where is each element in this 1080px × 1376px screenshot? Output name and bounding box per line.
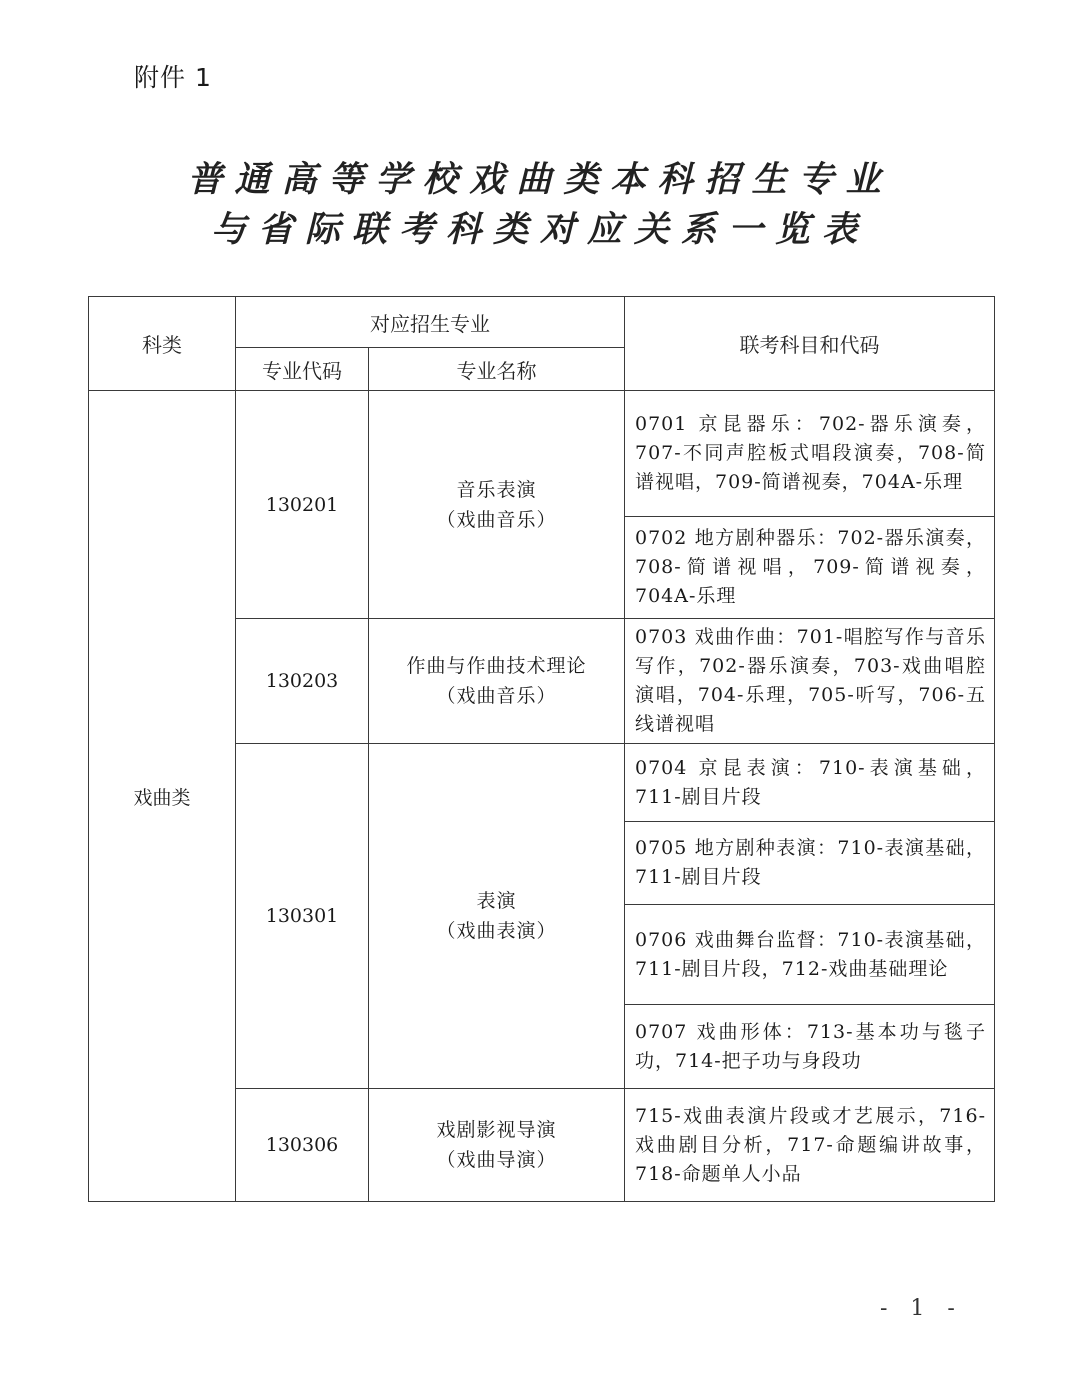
major-code-cell: 130301 <box>236 744 369 1089</box>
major-direction: （戏曲音乐） <box>436 685 557 707</box>
major-direction: （戏曲表演） <box>436 920 557 942</box>
table-row <box>89 391 995 517</box>
document-title-line-2: 与省际联考科类对应关系一览表 <box>210 209 869 250</box>
major-name-cell <box>369 619 625 744</box>
exam-cell: 0705 地方剧种表演：710-表演基础，711-剧目片段 <box>625 822 995 905</box>
major-name-cell <box>369 391 625 619</box>
attachment-label: 附件 1 <box>134 63 212 92</box>
category-cell: 戏曲类 <box>89 391 236 1202</box>
major-code-cell: 130306 <box>236 1089 369 1202</box>
major-name: 表演 <box>476 890 517 912</box>
exam-cell: 0704 京昆表演：710-表演基础，711-剧目片段 <box>625 744 995 822</box>
header-category: 科类 <box>89 297 236 391</box>
document-title-line-1: 普通高等学校戏曲类本科招生专业 <box>187 159 893 200</box>
major-direction: （戏曲导演） <box>436 1149 557 1171</box>
exam-cell: 0701 京昆器乐：702-器乐演奏，707-不同声腔板式唱段演奏，708-简谱视唱，709-简谱视奏，704A-乐理 <box>625 391 995 517</box>
header-major-name: 专业名称 <box>369 348 625 391</box>
major-name: 戏剧影视导演 <box>436 1119 557 1141</box>
major-code-cell: 130201 <box>236 391 369 619</box>
exam-cell: 0707 戏曲形体：713-基本功与毯子功，714-把子功与身段功 <box>625 1005 995 1089</box>
major-name: 作曲与作曲技术理论 <box>406 655 587 677</box>
header-exam: 联考科目和代码 <box>625 297 995 391</box>
exam-cell: 0703 戏曲作曲：701-唱腔写作与音乐写作，702-器乐演奏，703-戏曲唱腔演唱，704-乐理，705-听写，706-五线谱视唱 <box>625 619 995 744</box>
exam-cell: 715-戏曲表演片段或才艺展示，716-戏曲剧目分析，717-命题编讲故事，718-命题单人小品 <box>625 1089 995 1202</box>
header-major-code: 专业代码 <box>236 348 369 391</box>
major-name: 音乐表演 <box>456 478 537 501</box>
page-number: - 1 - <box>880 1296 963 1321</box>
major-code-cell: 130203 <box>236 619 369 744</box>
major-direction: （戏曲音乐） <box>436 508 557 531</box>
header-major-group: 对应招生专业 <box>236 297 625 348</box>
major-name-cell <box>369 1089 625 1202</box>
major-name-cell <box>369 744 625 1089</box>
exam-cell: 0706 戏曲舞台监督：710-表演基础，711-剧目片段，712-戏曲基础理论 <box>625 905 995 1005</box>
correspondence-table <box>88 296 995 1202</box>
exam-cell: 0702 地方剧种器乐：702-器乐演奏，708-简谱视唱，709-简谱视奏，704A-乐理 <box>625 517 995 619</box>
